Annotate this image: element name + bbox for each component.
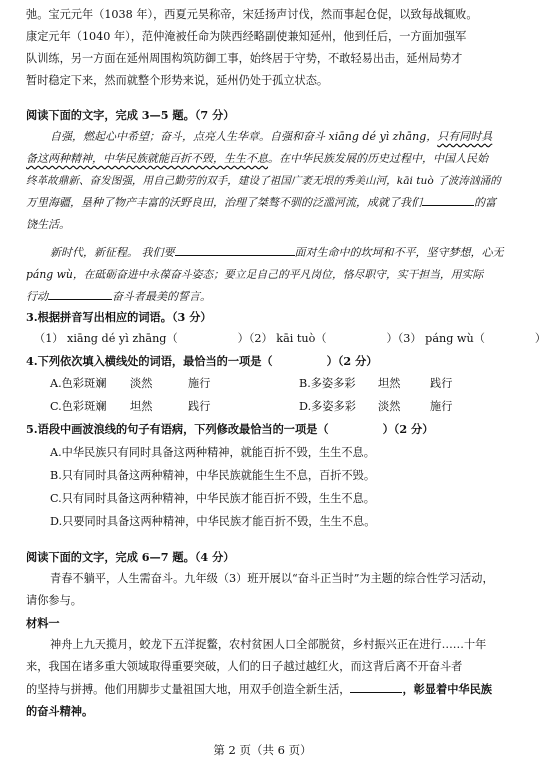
question-5-stem (26, 418, 504, 440)
q4-option-a-word2: 淡然 (130, 377, 153, 390)
text-line: 队训练，另一方面在延州周围构筑防御工事，始终居于守势，不敢轻易出击，延州局势才 (26, 52, 463, 65)
q3-item-3: ）（3） páng wù（ (386, 332, 485, 345)
section-heading: 阅读下面的文字，完成 3—5 题。（7 分） (26, 108, 235, 122)
q5-stem-text: 5.语段中画波浪线的句子有语病，下列修改最恰当的一项是（ (26, 422, 329, 436)
page-footer: 第 2 页（共 6 页） (213, 743, 312, 757)
q4-option-c-word2: 坦然 (130, 400, 153, 413)
text-line: 青春不躺平，人生需奋斗。九年级（3）班开展以“奋斗正当时”为主题的综合性学习活动， (50, 572, 494, 585)
text-line: 康定元年（1040 年），范仲淹被任命为陕西经略副使兼知延州，他到任后，一方面加强军 (26, 30, 467, 43)
question-3-stem: 3.根据拼音写出相应的词语。（3 分） (26, 310, 212, 324)
fill-blank (422, 193, 474, 206)
q4-option-b-word1[interactable]: B.多姿多彩 (299, 377, 356, 390)
passage-line (50, 242, 504, 264)
passage-text: 的富 (474, 196, 496, 209)
q5-option-c[interactable]: C.只有同时具备这两种精神，中华民族才能百折不毁，生生不息。 (50, 492, 375, 505)
text-line: 神舟上九天揽月，蛟龙下五洋捉鳖，农村贫困人口全部脱贫，乡村振兴正在进行……十年 (50, 638, 487, 651)
q5-option-a[interactable]: A.中华民族只有同时具备这两种精神，就能百折不毁，生生不息。 (50, 446, 375, 459)
passage-line: 饶生活。 (26, 218, 70, 231)
q4-option-b-word3: 践行 (430, 377, 453, 390)
passage-text: 奋斗者最美的誓言。 (112, 290, 211, 303)
q4-stem-text: 4.下列依次填入横线处的词语，最恰当的一项是（ (26, 354, 273, 368)
passage-text: 万里海疆，垦种了物产丰富的沃野良田，治理了桀骜不驯的泛滥河流，成就了我们 (26, 196, 422, 209)
passage-line (26, 286, 504, 308)
text-line (26, 678, 504, 701)
wavy-underlined-sentence: 只有同时具 (437, 130, 493, 143)
material-title: 材料一 (26, 616, 60, 630)
q4-option-c-word3: 践行 (188, 400, 211, 413)
passage-line: páng wù，在砥砺奋进中永葆奋斗姿态；要立足自己的平凡岗位，恪尽职守，实干担当，用实际 (26, 268, 484, 281)
text-line: 的奋斗精神。 (26, 704, 94, 718)
passage-text: 自强，燃起心中希望；奋斗，点亮人生华章。自强和奋斗 xiāng dé yì zhāng， (50, 130, 438, 143)
section-heading: 阅读下面的文字，完成 6—7 题。（4 分） (26, 550, 235, 564)
q4-option-d-word3: 施行 (430, 400, 453, 413)
q3-item-2: ）（2） kāi tuò（ (237, 332, 327, 345)
q4-option-d-word2: 淡然 (378, 400, 401, 413)
q5-stem-end: ）（2 分） (382, 422, 434, 436)
fill-blank (48, 287, 112, 300)
q4-option-d-word1[interactable]: D.多姿多彩 (299, 400, 356, 413)
wavy-underlined-sentence: 备这两种精神，中华民族就能百折不毁，生生不息 (26, 152, 268, 165)
q4-stem-end: ）（2 分） (326, 354, 378, 368)
q4-option-a-word3: 施行 (188, 377, 211, 390)
question-4-stem (26, 350, 504, 372)
passage-line: 终革故鼎新、奋发图强，用自己勤劳的双手，建设了祖国广袤无垠的秀美山河，kāi tuò 了波涛汹涌的 (26, 175, 501, 187)
q3-item-4: ） (534, 332, 546, 345)
passage-line (50, 126, 504, 148)
text-line: 请你参与。 (26, 594, 82, 607)
passage-text: 行动 (26, 290, 48, 303)
question-3-items (34, 328, 546, 350)
q3-item-1: （1） xiāng dé yì zhāng（ (34, 332, 178, 345)
passage-text: 。在中华民族发展的历史过程中，中国人民始 (268, 152, 488, 165)
text-segment: ，彰显着中华民族 (402, 682, 492, 696)
passage-text: 新时代，新征程。 我们要 (50, 246, 175, 259)
q4-option-a-word1[interactable]: A.色彩斑斓 (50, 377, 107, 390)
q5-option-b[interactable]: B.只有同时具备这两种精神，中华民族就能生生不息，百折不毁。 (50, 469, 376, 482)
q5-option-d[interactable]: D.只要同时具备这两种精神，中华民族才能百折不毁，生生不息。 (50, 515, 376, 528)
fill-blank (175, 243, 295, 256)
text-segment: 的坚持与拼搏。他们用脚步丈量祖国大地，用双手创造全新生活， (26, 683, 351, 696)
text-line: 来，我国在诸多重大领域取得重要突破，人们的日子越过越红火，而这背后离不开奋斗者 (26, 660, 463, 673)
passage-text: 面对生命中的坎坷和不平，坚守梦想，心无 (294, 246, 504, 259)
q4-option-b-word2: 坦然 (378, 377, 401, 390)
text-line: 弛。宝元元年（1038 年），西夏元昊称帝，宋廷扬声讨伐，然而事起仓促，以致每战辄败。 (26, 8, 478, 21)
passage-line (26, 192, 504, 214)
passage-line (26, 148, 504, 170)
q4-option-c-word1[interactable]: C.色彩斑斓 (50, 400, 107, 413)
fill-blank (350, 680, 402, 693)
text-line: 暂时稳定下来，然而就整个形势来说，延州仍处于孤立状态。 (26, 74, 329, 87)
